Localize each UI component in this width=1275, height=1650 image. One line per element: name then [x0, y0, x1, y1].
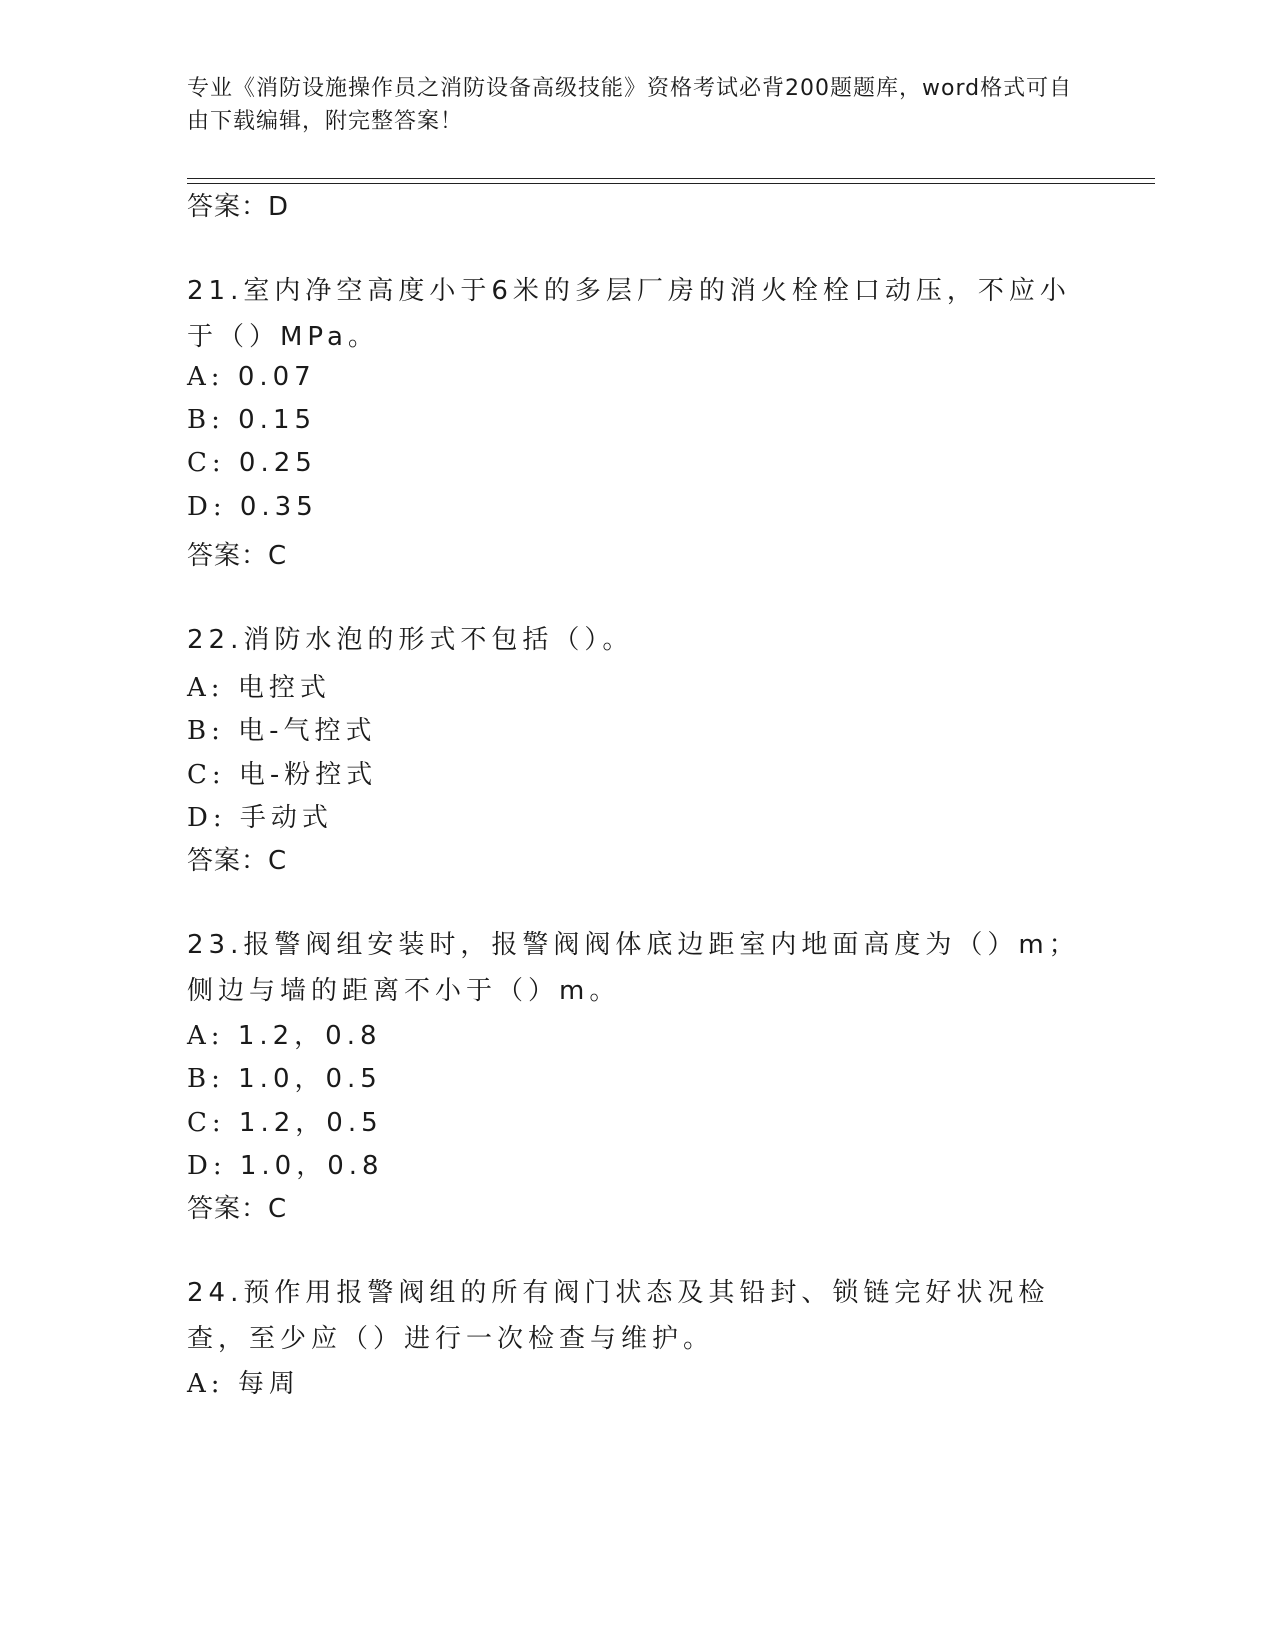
option-value: 手动式: [239, 803, 333, 833]
q23-option-b: [187, 1058, 382, 1095]
q23-option-c: [187, 1102, 383, 1139]
answer-q20: 答案：D: [187, 192, 290, 222]
option-value: 0.15: [238, 405, 317, 435]
option-value: 电-气控式: [238, 716, 377, 746]
option-label: D:: [187, 492, 227, 522]
q23-option-d: [187, 1145, 384, 1182]
header-rule-top: [187, 178, 1155, 179]
option-label: C:: [187, 760, 226, 790]
option-label: C:: [187, 1108, 226, 1138]
q24-option-a: [187, 1363, 300, 1400]
option-value: 0.25: [238, 448, 317, 478]
option-value: 1.0，0.5: [238, 1064, 382, 1094]
option-value: 电-粉控式: [238, 760, 378, 790]
header-rule-bottom: [187, 183, 1155, 184]
option-label: C:: [187, 448, 226, 478]
question-22: 22.消防水泡的形式不包括（）。: [187, 625, 634, 655]
answer-q22: 答案：C: [187, 846, 288, 876]
option-label: A:: [187, 1369, 225, 1399]
q23-option-a: [187, 1015, 382, 1052]
q21-option-a: [187, 362, 316, 392]
option-label: D:: [187, 803, 227, 833]
q22-option-a: [187, 667, 331, 704]
answer-q23: 答案：C: [187, 1194, 288, 1224]
option-label: A:: [187, 362, 225, 392]
q22-option-d: [187, 797, 333, 834]
option-value: 每周: [237, 1369, 300, 1399]
q21-option-c: [187, 448, 317, 478]
option-label: B:: [187, 405, 225, 435]
option-value: 1.2，0.5: [238, 1108, 383, 1138]
q21-option-b: [187, 405, 316, 435]
question-23: 23.报警阀组安装时，报警阀阀体底边距室内地面高度为（）m；侧边与墙的距离不小于（）m。: [187, 930, 1080, 1006]
option-value: 0.07: [237, 362, 316, 392]
option-label: B:: [187, 716, 225, 746]
question-24: 24.预作用报警阀组的所有阀门状态及其铅封、锁链完好状况检查，至少应（）进行一次检查与维护。: [187, 1278, 1050, 1354]
option-label: A:: [187, 1021, 225, 1051]
option-label: D:: [187, 1151, 227, 1181]
question-21: 21.室内净空高度小于6米的多层厂房的消火栓栓口动压，不应小于（）MPa。: [187, 276, 1071, 352]
option-value: 1.2，0.8: [237, 1021, 382, 1051]
q21-option-d: [187, 492, 318, 522]
option-value: 0.35: [239, 492, 318, 522]
answer-q21: 答案：C: [187, 541, 288, 571]
option-label: A:: [187, 673, 225, 703]
option-value: 1.0，0.8: [239, 1151, 384, 1181]
q22-option-c: [187, 754, 377, 791]
option-value: 电控式: [237, 673, 331, 703]
document-header: 专业《消防设施操作员之消防设备高级技能》资格考试必背200题题库，word格式可自由下载编辑，附完整答案！: [187, 76, 1073, 134]
q22-option-b: [187, 710, 377, 747]
option-label: B:: [187, 1064, 225, 1094]
